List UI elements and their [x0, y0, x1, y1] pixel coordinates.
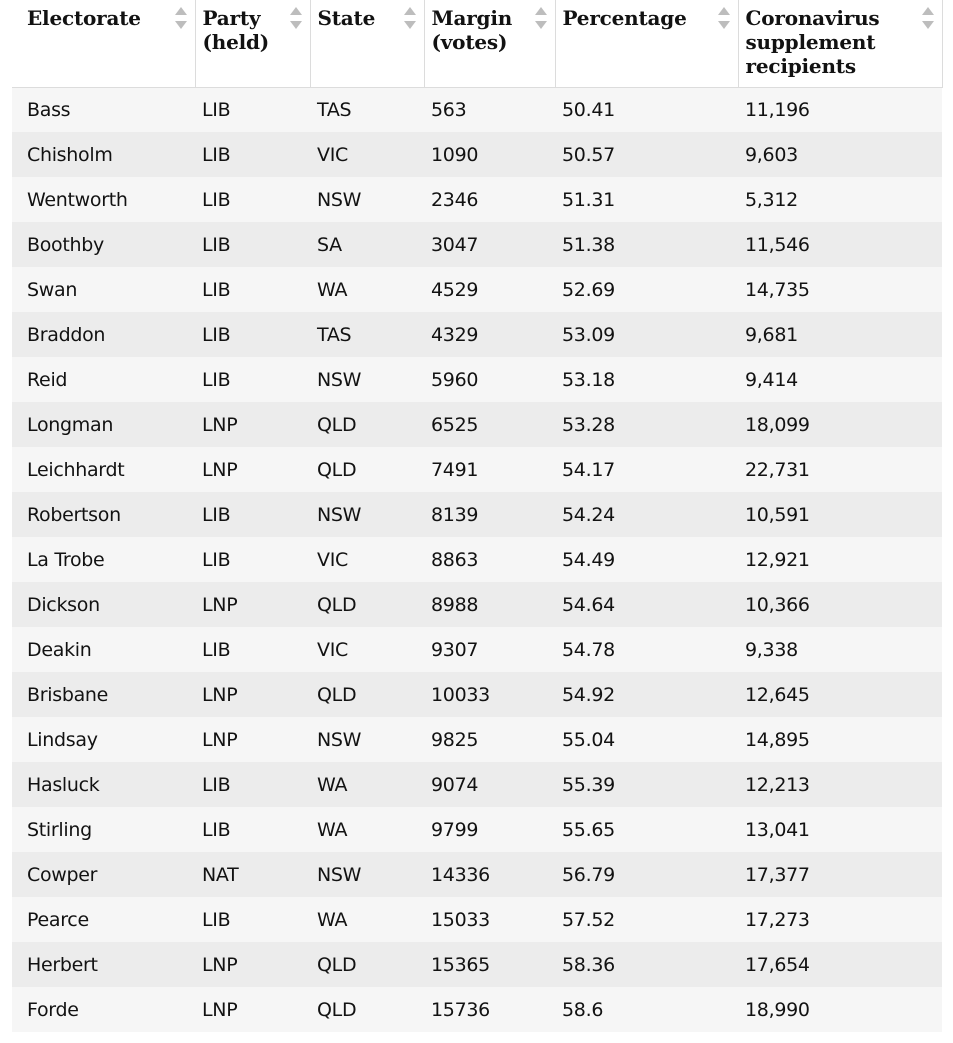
party-cell: LIB — [195, 627, 310, 672]
supplement-recipients-cell: 12,921 — [738, 537, 942, 582]
table-row — [12, 132, 942, 177]
state-cell: QLD — [310, 447, 424, 492]
supplement-recipients-cell: 18,099 — [738, 402, 942, 447]
state-cell: TAS — [310, 312, 424, 357]
supplement-recipients-cell: 10,366 — [738, 582, 942, 627]
electorate-cell: Wentworth — [12, 177, 195, 222]
header-row — [12, 0, 942, 87]
percentage-cell: 55.65 — [555, 807, 738, 852]
supplement-recipients-cell: 17,273 — [738, 897, 942, 942]
margin-cell: 14336 — [424, 852, 555, 897]
state-cell: NSW — [310, 492, 424, 537]
column-header-electorate[interactable] — [12, 0, 195, 87]
state-cell: VIC — [310, 537, 424, 582]
electorate-table-container — [12, 0, 942, 1032]
table-row — [12, 672, 942, 717]
supplement-recipients-cell: 12,213 — [738, 762, 942, 807]
margin-cell: 15365 — [424, 942, 555, 987]
electorate-cell: Reid — [12, 357, 195, 402]
table-body — [12, 87, 942, 1032]
margin-cell: 6525 — [424, 402, 555, 447]
electorate-cell: Brisbane — [12, 672, 195, 717]
percentage-cell: 54.92 — [555, 672, 738, 717]
electorate-cell: La Trobe — [12, 537, 195, 582]
margin-cell: 9825 — [424, 717, 555, 762]
margin-cell: 15736 — [424, 987, 555, 1032]
percentage-cell: 51.38 — [555, 222, 738, 267]
supplement-recipients-cell: 17,654 — [738, 942, 942, 987]
electorate-cell: Leichhardt — [12, 447, 195, 492]
percentage-cell: 50.57 — [555, 132, 738, 177]
supplement-recipients-cell: 18,990 — [738, 987, 942, 1032]
electorate-cell: Swan — [12, 267, 195, 312]
supplement-recipients-cell: 11,546 — [738, 222, 942, 267]
sort-arrows-icon[interactable] — [404, 7, 416, 29]
percentage-cell: 53.18 — [555, 357, 738, 402]
state-cell: VIC — [310, 627, 424, 672]
supplement-recipients-cell: 5,312 — [738, 177, 942, 222]
party-cell: LIB — [195, 492, 310, 537]
electorate-cell: Braddon — [12, 312, 195, 357]
column-header-label: Margin (votes) — [431, 6, 513, 54]
table-row — [12, 807, 942, 852]
table-row — [12, 582, 942, 627]
column-header-party[interactable] — [195, 0, 310, 87]
margin-cell: 10033 — [424, 672, 555, 717]
state-cell: SA — [310, 222, 424, 267]
percentage-cell: 52.69 — [555, 267, 738, 312]
supplement-recipients-cell: 9,603 — [738, 132, 942, 177]
party-cell: LIB — [195, 537, 310, 582]
margin-cell: 9074 — [424, 762, 555, 807]
table-row — [12, 267, 942, 312]
party-cell: LIB — [195, 807, 310, 852]
margin-cell: 1090 — [424, 132, 555, 177]
column-header-percentage[interactable] — [555, 0, 738, 87]
column-header-coronavirus-supplement[interactable] — [738, 0, 942, 87]
percentage-cell: 58.6 — [555, 987, 738, 1032]
table-row — [12, 897, 942, 942]
margin-cell: 7491 — [424, 447, 555, 492]
party-cell: LIB — [195, 267, 310, 312]
percentage-cell: 55.39 — [555, 762, 738, 807]
electorate-cell: Longman — [12, 402, 195, 447]
state-cell: QLD — [310, 942, 424, 987]
table-row — [12, 357, 942, 402]
sort-arrows-icon[interactable] — [718, 7, 730, 29]
margin-cell: 2346 — [424, 177, 555, 222]
percentage-cell: 57.52 — [555, 897, 738, 942]
supplement-recipients-cell: 12,645 — [738, 672, 942, 717]
electorate-cell: Boothby — [12, 222, 195, 267]
electorate-cell: Lindsay — [12, 717, 195, 762]
state-cell: NSW — [310, 177, 424, 222]
column-header-label: State — [317, 6, 376, 30]
electorate-cell: Bass — [12, 87, 195, 132]
table-row — [12, 312, 942, 357]
supplement-recipients-cell: 10,591 — [738, 492, 942, 537]
state-cell: WA — [310, 762, 424, 807]
column-header-label: Percentage — [562, 6, 687, 30]
electorate-cell: Dickson — [12, 582, 195, 627]
margin-cell: 15033 — [424, 897, 555, 942]
margin-cell: 5960 — [424, 357, 555, 402]
column-header-label: Electorate — [27, 6, 141, 30]
percentage-cell: 54.78 — [555, 627, 738, 672]
party-cell: LIB — [195, 897, 310, 942]
state-cell: WA — [310, 807, 424, 852]
margin-cell: 8139 — [424, 492, 555, 537]
table-row — [12, 222, 942, 267]
table-row — [12, 717, 942, 762]
sort-arrows-icon[interactable] — [535, 7, 547, 29]
percentage-cell: 53.09 — [555, 312, 738, 357]
party-cell: LIB — [195, 177, 310, 222]
table-row — [12, 447, 942, 492]
percentage-cell: 51.31 — [555, 177, 738, 222]
party-cell: NAT — [195, 852, 310, 897]
state-cell: QLD — [310, 582, 424, 627]
supplement-recipients-cell: 11,196 — [738, 87, 942, 132]
sort-arrows-icon[interactable] — [922, 7, 934, 29]
column-header-state[interactable] — [310, 0, 424, 87]
supplement-recipients-cell: 9,681 — [738, 312, 942, 357]
state-cell: QLD — [310, 987, 424, 1032]
margin-cell: 9799 — [424, 807, 555, 852]
table-row — [12, 177, 942, 222]
supplement-recipients-cell: 9,414 — [738, 357, 942, 402]
column-header-label: Party (held) — [202, 6, 270, 54]
table-row — [12, 492, 942, 537]
margin-cell: 8988 — [424, 582, 555, 627]
electorate-cell: Robertson — [12, 492, 195, 537]
margin-cell: 8863 — [424, 537, 555, 582]
percentage-cell: 54.24 — [555, 492, 738, 537]
percentage-cell: 54.49 — [555, 537, 738, 582]
state-cell: NSW — [310, 357, 424, 402]
party-cell: LIB — [195, 87, 310, 132]
party-cell: LNP — [195, 942, 310, 987]
percentage-cell: 56.79 — [555, 852, 738, 897]
margin-cell: 9307 — [424, 627, 555, 672]
electorate-cell: Chisholm — [12, 132, 195, 177]
state-cell: TAS — [310, 87, 424, 132]
column-header-margin[interactable] — [424, 0, 555, 87]
party-cell: LIB — [195, 312, 310, 357]
supplement-recipients-cell: 9,338 — [738, 627, 942, 672]
electorate-cell: Deakin — [12, 627, 195, 672]
table-row — [12, 942, 942, 987]
party-cell: LIB — [195, 762, 310, 807]
electorate-cell: Hasluck — [12, 762, 195, 807]
supplement-recipients-cell: 22,731 — [738, 447, 942, 492]
supplement-recipients-cell: 13,041 — [738, 807, 942, 852]
supplement-recipients-cell: 14,735 — [738, 267, 942, 312]
table-row — [12, 762, 942, 807]
sort-arrows-icon[interactable] — [290, 7, 302, 29]
party-cell: LNP — [195, 582, 310, 627]
state-cell: NSW — [310, 717, 424, 762]
state-cell: QLD — [310, 402, 424, 447]
party-cell: LIB — [195, 222, 310, 267]
party-cell: LNP — [195, 987, 310, 1032]
table-row — [12, 987, 942, 1032]
electorate-cell: Forde — [12, 987, 195, 1032]
party-cell: LIB — [195, 357, 310, 402]
party-cell: LNP — [195, 402, 310, 447]
party-cell: LNP — [195, 672, 310, 717]
state-cell: WA — [310, 897, 424, 942]
state-cell: VIC — [310, 132, 424, 177]
margin-cell: 4329 — [424, 312, 555, 357]
percentage-cell: 54.64 — [555, 582, 738, 627]
table-row — [12, 852, 942, 897]
state-cell: WA — [310, 267, 424, 312]
table-row — [12, 537, 942, 582]
sort-arrows-icon[interactable] — [175, 7, 187, 29]
electorate-cell: Stirling — [12, 807, 195, 852]
electorate-cell: Pearce — [12, 897, 195, 942]
table-row — [12, 402, 942, 447]
supplement-recipients-cell: 14,895 — [738, 717, 942, 762]
percentage-cell: 55.04 — [555, 717, 738, 762]
margin-cell: 3047 — [424, 222, 555, 267]
party-cell: LNP — [195, 447, 310, 492]
party-cell: LIB — [195, 132, 310, 177]
margin-cell: 563 — [424, 87, 555, 132]
percentage-cell: 54.17 — [555, 447, 738, 492]
state-cell: NSW — [310, 852, 424, 897]
table-row — [12, 627, 942, 672]
margin-cell: 4529 — [424, 267, 555, 312]
percentage-cell: 58.36 — [555, 942, 738, 987]
party-cell: LNP — [195, 717, 310, 762]
state-cell: QLD — [310, 672, 424, 717]
percentage-cell: 53.28 — [555, 402, 738, 447]
table-header — [12, 0, 942, 87]
table-row — [12, 87, 942, 132]
electorate-cell: Cowper — [12, 852, 195, 897]
electorate-cell: Herbert — [12, 942, 195, 987]
electorate-table — [12, 0, 943, 1032]
percentage-cell: 50.41 — [555, 87, 738, 132]
supplement-recipients-cell: 17,377 — [738, 852, 942, 897]
column-header-label: Coronavirus supplement recipients — [745, 6, 880, 78]
